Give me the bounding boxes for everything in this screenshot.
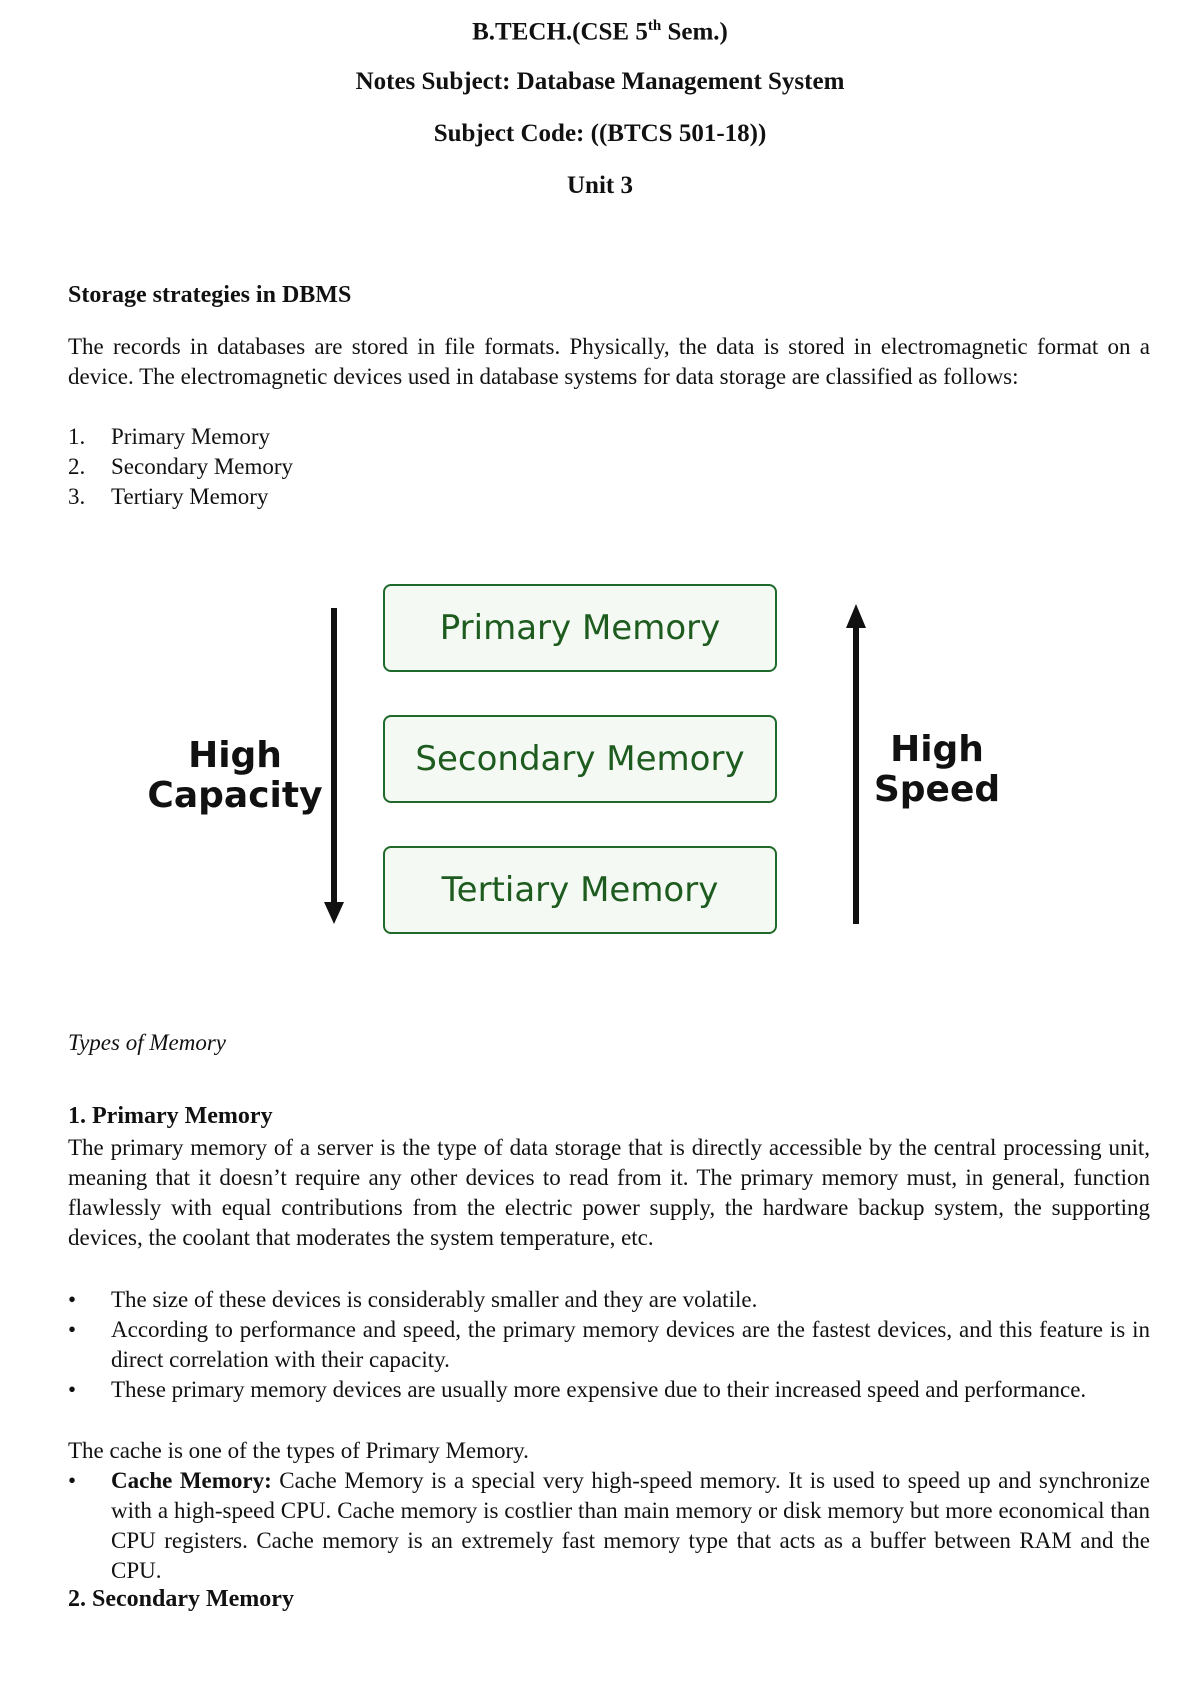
list-item xyxy=(68,482,1150,512)
section-title-primary: 1. Primary Memory xyxy=(68,1103,273,1129)
cache-intro-text: The cache is one of the types of Primary Memory. xyxy=(68,1438,529,1463)
capacity-arrow-head xyxy=(324,902,344,924)
high-speed-label-line2: Speed xyxy=(873,769,1001,810)
cache-memory-definition: Cache Memory is a special very high-speed memory. It is used to speed up and synchronize with a high-speed CPU. Cache memory is costlier than main memory or disk memory but more economical than CPU registers. Cache memory is an extremely fast memory type that acts as a buffer between RAM and the CPU. xyxy=(111,1468,1150,1583)
list-item-text: These primary memory devices are usually more expensive due to their increased speed and performance. xyxy=(111,1377,1087,1402)
list-item xyxy=(68,1315,1150,1375)
high-speed-label xyxy=(862,730,1012,810)
list-marker: 2. xyxy=(68,454,86,479)
bullet-marker: • xyxy=(68,1287,77,1312)
list-item xyxy=(68,452,1150,482)
bullet-marker: • xyxy=(68,1468,77,1493)
list-item-text: Primary Memory xyxy=(111,424,271,449)
list-item xyxy=(68,1285,1150,1315)
high-capacity-label-line2: Capacity xyxy=(147,775,323,816)
storage-types-list xyxy=(68,422,1150,512)
header-subject: Notes Subject: Database Management System xyxy=(355,68,845,95)
header-unit: Unit 3 xyxy=(567,172,633,199)
memory-hierarchy-diagram xyxy=(0,580,1200,950)
speed-arrow-head xyxy=(846,604,866,628)
list-item xyxy=(68,422,1150,452)
high-capacity-label xyxy=(140,736,330,816)
list-item-text: The size of these devices is considerably smaller and they are volatile. xyxy=(111,1287,758,1312)
tertiary-memory-box: Tertiary Memory xyxy=(383,846,777,934)
storage-intro-paragraph: The records in databases are stored in file formats. Physically, the data is stored in electromagnetic format on a device. The electromagnetic devices used in database systems for data storage are classified as follows: xyxy=(68,334,1150,389)
cache-bullet-list xyxy=(68,1466,1150,1586)
high-speed-label-line1: High xyxy=(890,729,984,770)
list-item-text: According to performance and speed, the primary memory devices are the fastest devices, and this feature is in direct correlation with their capacity. xyxy=(111,1317,1150,1372)
primary-memory-box: Primary Memory xyxy=(383,584,777,672)
secondary-memory-box: Secondary Memory xyxy=(383,715,777,803)
list-marker: 3. xyxy=(68,484,86,509)
header-course-end: Sem.) xyxy=(661,18,728,46)
high-capacity-label-line1: High xyxy=(188,735,282,776)
cache-memory-term: Cache Memory: xyxy=(111,1468,272,1493)
list-item xyxy=(68,1375,1150,1405)
section-title-storage: Storage strategies in DBMS xyxy=(68,282,352,308)
primary-description-paragraph: The primary memory of a server is the type of data storage that is directly accessible by the central processing unit, meaning that it doesn’t require any other devices to read from it. The primary memory must, in general, function flawlessly with equal contributions from the electric power supply, the hardware backup system, the supporting devices, the coolant that moderates the system temperature, etc. xyxy=(68,1135,1150,1250)
list-item-text: Secondary Memory xyxy=(111,454,294,479)
bullet-marker: • xyxy=(68,1317,77,1342)
list-item-text: Tertiary Memory xyxy=(111,484,269,509)
list-marker: 1. xyxy=(68,424,86,449)
header-subject-code: Subject Code: ((BTCS 501-18)) xyxy=(433,120,767,147)
header-course-text: B.TECH.(CSE 5 xyxy=(472,18,648,46)
primary-bullets-list xyxy=(68,1285,1150,1405)
bullet-marker: • xyxy=(68,1377,77,1402)
section-title-secondary: 2. Secondary Memory xyxy=(68,1586,294,1612)
list-item xyxy=(68,1466,1150,1586)
header-course xyxy=(0,18,1200,46)
types-heading: Types of Memory xyxy=(68,1030,226,1055)
header-course-sup: th xyxy=(647,18,662,34)
